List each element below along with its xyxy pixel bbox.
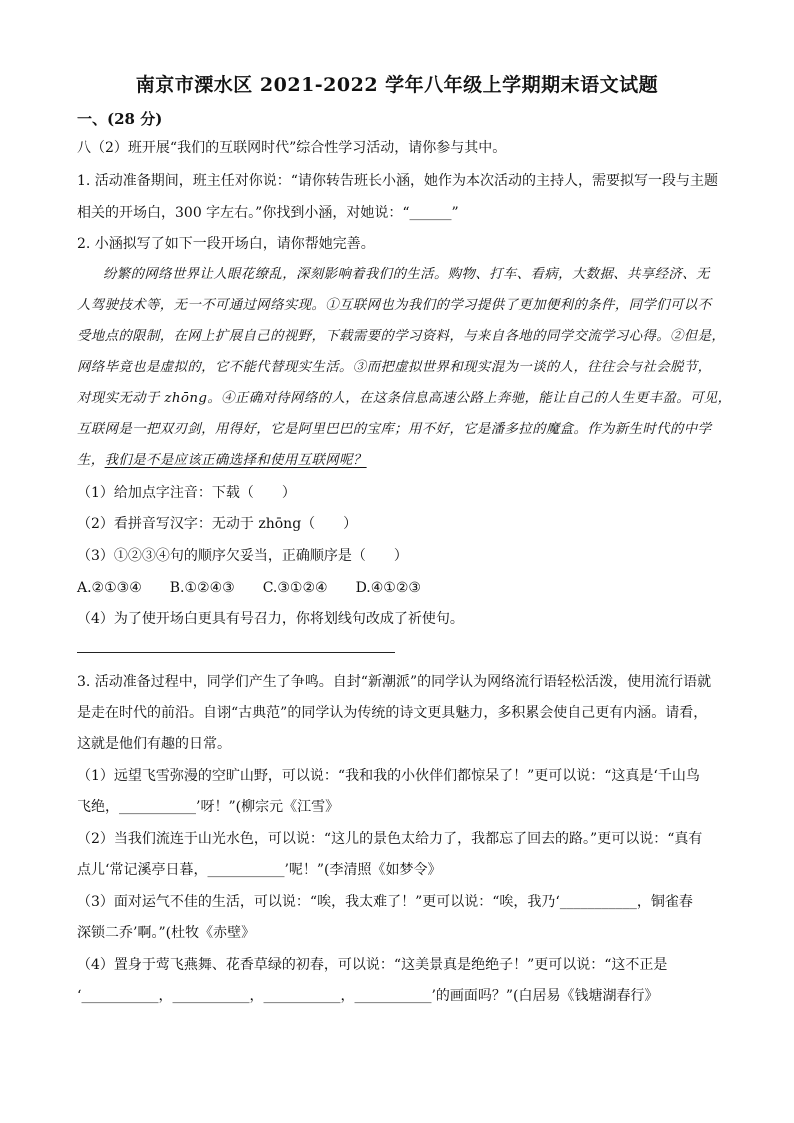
passage-line-2: 人驾驶技术等，无一不可通过网络实现。①互联网也为我们的学习提供了更加便利的条件，同学们可以不 <box>77 298 712 313</box>
q3-line-1: 3. 活动准备过程中，同学们产生了争鸣。自封“新潮派”的同学认为网络流行语轻松活泼，使用流行语就 <box>77 674 712 690</box>
q3-sub-3a: （3）面对运气不佳的生活，可以说：“唉，我太难了！”更可以说：“唉，我乃‘___________，铜雀春 <box>77 894 693 910</box>
passage-line-1: 纷繁的网络世界让人眼花缭乱，深刻影响着我们的生活。购物、打车、看病，大数据、共享经济、无 <box>103 267 710 282</box>
underlined-sentence: 我们是不是应该正确选择和使用互联网呢？ <box>104 453 367 468</box>
q3-sub-1a: （1）远望飞雪弥漫的空旷山野，可以说：“我和我的小伙伴们都惊呆了！”更可以说：“这真是‘千山鸟 <box>77 768 700 784</box>
passage-line-7 <box>77 451 732 471</box>
answer-line <box>77 652 395 653</box>
q2-sub-2: （2）看拼音写汉字：无动于 zhōng（ ） <box>77 516 358 532</box>
passage-line-5: 对现实无动于 zhōng。④正确对待网络的人，在这条信息高速公路上奔驰，能让自己的人生更丰盈。可见， <box>77 391 732 406</box>
passage-line-3: 受地点的限制，在网上扩展自己的视野，下载需要的学习资料，与来自各地的同学交流学习心得。②但是， <box>77 329 726 344</box>
q3-sub-4a: （4）置身于莺飞燕舞、花香草绿的初春，可以说：“这美景真是绝绝子！”更可以说：“这不正是 <box>77 957 668 973</box>
q2-stem: 2. 小涵拟写了如下一段开场白，请你帮她完善。 <box>77 236 375 252</box>
q3-line-3: 这就是他们有趣的日常。 <box>77 736 231 752</box>
passage-line-4: 网络毕竟也是虚拟的，它不能代替现实生活。③而把虚拟世界和现实混为一谈的人，往往会与社会脱节， <box>77 360 712 375</box>
q2-sub-4: （4）为了使开场白更具有号召力，你将划线句改成了祈使句。 <box>77 611 464 627</box>
q2-options: A.②①③④ B.①②④③ C.③①②④ D.④①②③ <box>77 580 421 596</box>
q2-sub-1: （1）给加点字注音：下载（ ） <box>77 485 296 501</box>
passage-line-6: 互联网是一把双刃剑，用得好，它是阿里巴巴的宝库；用不好，它是潘多拉的魔盒。作为新生时代的中学 <box>77 422 712 437</box>
q3-line-2: 是走在时代的前沿。自诩“古典范”的同学认为传统的诗文更具魅力，多积累会使自己更有内涵。请看， <box>77 705 708 721</box>
intro-text: 八（2）班开展“我们的互联网时代”综合性学习活动，请你参与其中。 <box>77 140 507 156</box>
q3-sub-1b: 飞绝，___________’呀！”(柳宗元《江雪》 <box>77 799 340 815</box>
q3-sub-4b: ‘___________，___________，___________，___________’的画面吗？”(白居易《钱塘湖春行》 <box>77 988 659 1004</box>
q3-sub-2a: （2）当我们流连于山光水色，可以说：“这儿的景色太给力了，我都忘了回去的路。”更可以说：“真有 <box>77 831 703 847</box>
q3-sub-2b: 点儿‘常记溪亭日暮，___________’呢！”(李清照《如梦令》 <box>77 862 442 878</box>
section-heading: 一、(28 分) <box>77 110 163 128</box>
page-title: 南京市溧水区 2021-2022 学年八年级上学期期末语文试题 <box>135 74 659 96</box>
q2-sub-3: （3）①②③④句的顺序欠妥当，正确顺序是（ ） <box>77 548 408 564</box>
q1-line-1: 1. 活动准备期间，班主任对你说：“请你转告班长小涵，她作为本次活动的主持人，需要拟写一段与主题 <box>77 173 718 189</box>
passage-last-prefix: 生， <box>77 453 105 468</box>
q3-sub-3b: 深锁二乔’啊。”(杜牧《赤壁》 <box>77 925 256 941</box>
q1-line-2: 相关的开场白，300 字左右。”你找到小涵，对她说：“______” <box>77 205 459 221</box>
